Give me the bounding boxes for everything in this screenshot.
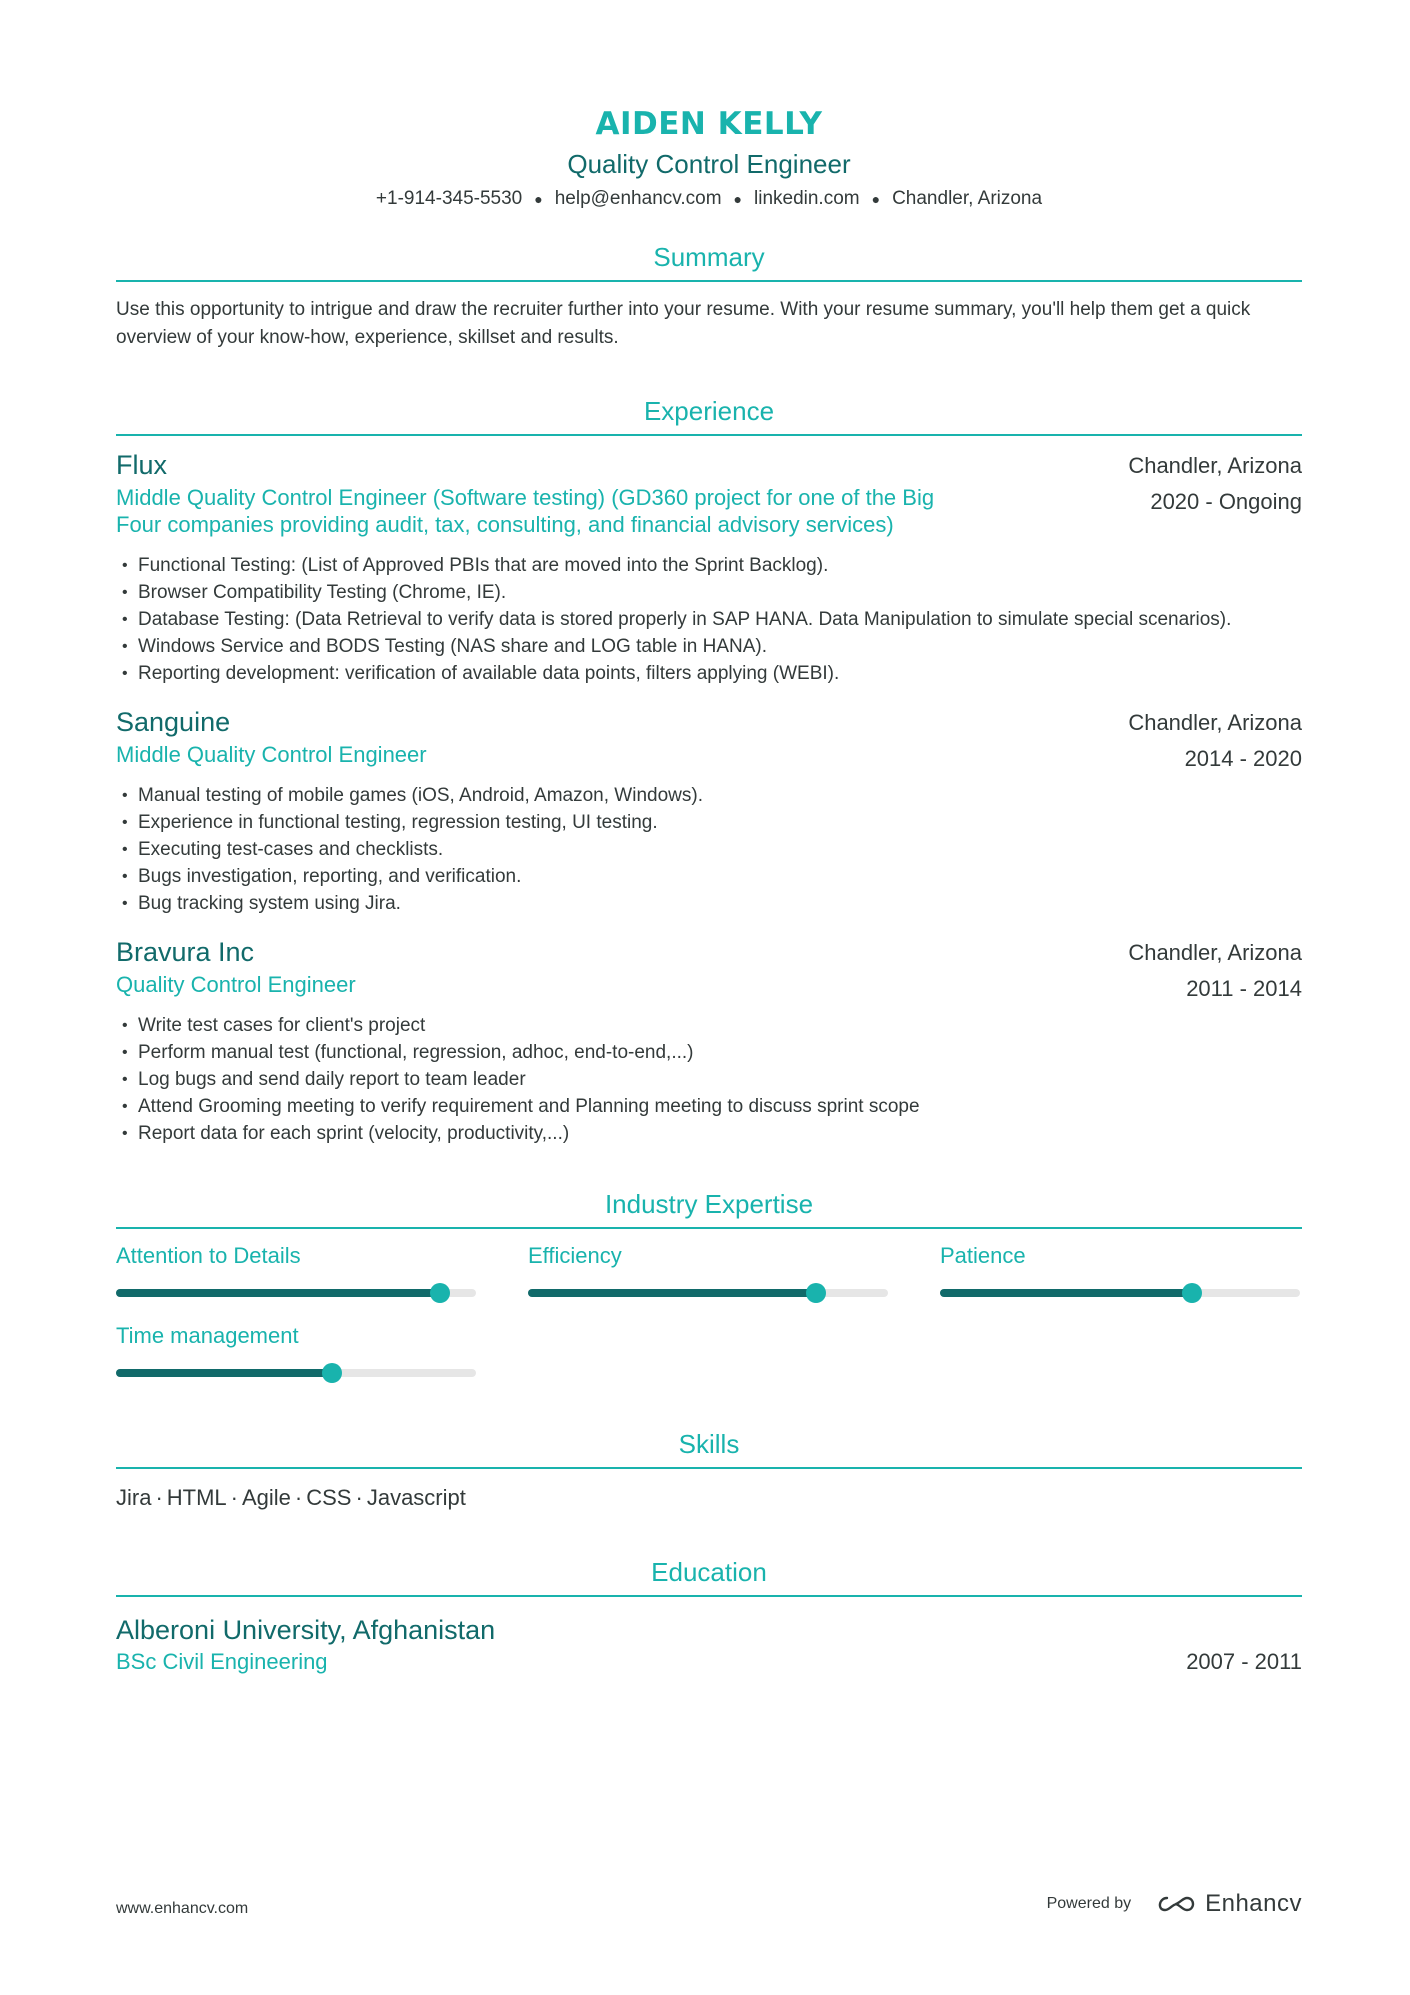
expertise-item	[116, 1241, 476, 1297]
expertise-bar	[940, 1289, 1300, 1297]
skills-section	[116, 1427, 1302, 1513]
expertise-bar-fill	[528, 1289, 816, 1297]
job-entry	[116, 935, 1302, 1147]
education-entry	[116, 1613, 1302, 1677]
bullet-separator: ●	[871, 191, 881, 207]
candidate-title: Quality Control Engineer	[567, 149, 851, 179]
job-location: Chandler, Arizona	[1128, 453, 1302, 479]
summary-section	[116, 240, 1302, 352]
dot-separator: ·	[155, 1485, 163, 1511]
job-bullet: • Browser Compatibility Testing (Chrome, IE).	[116, 579, 1302, 606]
job-bullet: • Write test cases for client's project	[116, 1012, 1302, 1039]
expertise-bar-knob	[806, 1283, 826, 1303]
job-bullet: • Database Testing: (Data Retrieval to verify data is stored properly in SAP HANA. Data Manipulation to simulate special scenarios).	[116, 606, 1302, 633]
section-title-expertise: Industry Expertise	[116, 1187, 1302, 1229]
location-text: Chandler, Arizona	[892, 188, 1043, 210]
education-degree: BSc Civil Engineering	[116, 1649, 328, 1675]
job-bullet: • Bug tracking system using Jira.	[116, 890, 1302, 917]
page-footer	[116, 1890, 1302, 1926]
job-bullet: • Functional Testing: (List of Approved PBIs that are moved into the Sprint Backlog).	[116, 552, 1302, 579]
dot-separator: ·	[230, 1485, 238, 1511]
job-bullet: • Perform manual test (functional, regression, adhoc, end-to-end,...)	[116, 1039, 1302, 1066]
skills-list	[116, 1483, 1302, 1513]
linkedin-link[interactable]: linkedin.com	[754, 188, 860, 210]
expertise-bar-fill	[116, 1369, 332, 1377]
job-location: Chandler, Arizona	[1128, 940, 1302, 966]
job-dates: 2020 - Ongoing	[1150, 489, 1302, 515]
job-role: Middle Quality Control Engineer	[116, 742, 427, 768]
phone-number: +1-914-345-5530	[375, 188, 523, 210]
job-bullet: • Report data for each sprint (velocity, productivity,...)	[116, 1120, 1302, 1147]
expertise-bar-knob	[322, 1363, 342, 1383]
expertise-grid	[116, 1241, 1302, 1401]
expertise-bar-fill	[940, 1289, 1192, 1297]
job-company: Flux	[116, 450, 168, 481]
job-bullet: • Manual testing of mobile games (iOS, Android, Amazon, Windows).	[116, 782, 1302, 809]
email-link[interactable]: help@enhancv.com	[554, 188, 722, 210]
job-location: Chandler, Arizona	[1128, 710, 1302, 736]
job-bullet: • Attend Grooming meeting to verify requirement and Planning meeting to discuss sprint scope	[116, 1093, 1302, 1120]
expertise-label: Efficiency	[528, 1243, 622, 1269]
expertise-bar-knob	[430, 1283, 450, 1303]
skill-tag: Javascript	[366, 1485, 466, 1511]
job-dates: 2011 - 2014	[1186, 976, 1302, 1002]
expertise-label: Time management	[116, 1323, 299, 1349]
expertise-bar-fill	[116, 1289, 440, 1297]
section-title-experience: Experience	[116, 394, 1302, 436]
education-dates: 2007 - 2011	[1186, 1649, 1302, 1675]
footer-website-link[interactable]: www.enhancv.com	[116, 1900, 249, 1917]
expertise-bar	[116, 1369, 476, 1377]
skill-tag: HTML	[166, 1485, 227, 1511]
skill-tag: Jira	[116, 1485, 152, 1511]
expertise-bar	[116, 1289, 476, 1297]
dot-separator: ·	[294, 1485, 303, 1511]
section-title-skills: Skills	[116, 1427, 1302, 1469]
resume-page	[116, 0, 1302, 1677]
job-bullets	[116, 1012, 1302, 1147]
dot-separator: ·	[355, 1485, 363, 1511]
job-company: Sanguine	[116, 707, 231, 738]
job-role: Quality Control Engineer	[116, 972, 356, 998]
job-bullet: • Reporting development: verification of available data points, filters applying (WEBI).	[116, 660, 1302, 687]
job-meta	[1128, 705, 1302, 777]
bullet-separator: ●	[733, 191, 742, 207]
job-bullet: • Executing test-cases and checklists.	[116, 836, 1302, 863]
job-bullets	[116, 782, 1302, 917]
job-meta	[1128, 448, 1302, 520]
bullet-separator: ●	[534, 191, 543, 207]
expertise-section	[116, 1187, 1302, 1401]
summary-text: Use this opportunity to intrigue and draw the recruiter further into your resume. With your resume summary, you'll help them get a quick overview of your know-how, experience, skillset and results.	[116, 299, 1251, 349]
expertise-item	[116, 1321, 476, 1377]
experience-section	[116, 394, 1302, 1147]
expertise-bar-knob	[1182, 1283, 1202, 1303]
powered-by-text: Powered by	[1046, 1895, 1132, 1912]
education-school: Alberoni University, Afghanistan	[116, 1615, 496, 1646]
expertise-label: Patience	[940, 1243, 1026, 1269]
job-company: Bravura Inc	[116, 937, 255, 968]
job-bullet: • Windows Service and BODS Testing (NAS share and LOG table in HANA).	[116, 633, 1302, 660]
job-role: Middle Quality Control Engineer (Software testing) (GD360 project for one of the Big Four companies providing audit, tax, consulting, and financial advisory services)	[116, 485, 935, 538]
education-section	[116, 1555, 1302, 1677]
job-entry	[116, 448, 1302, 687]
footer-branding	[1047, 1890, 1302, 1918]
expertise-bar	[528, 1289, 888, 1297]
expertise-item	[528, 1241, 888, 1297]
skill-tag: CSS	[306, 1485, 352, 1511]
contact-line	[116, 186, 1302, 212]
resume-header	[116, 0, 1302, 212]
job-dates: 2014 - 2020	[1184, 746, 1302, 772]
skill-tag: Agile	[242, 1485, 291, 1511]
enhancv-logo-icon	[1153, 1892, 1199, 1916]
section-title-summary: Summary	[116, 240, 1302, 282]
job-meta	[1128, 935, 1302, 1007]
expertise-label: Attention to Details	[116, 1243, 301, 1269]
expertise-item	[940, 1241, 1300, 1297]
job-bullet: • Experience in functional testing, regression testing, UI testing.	[116, 809, 1302, 836]
enhancv-brand-name: Enhancv	[1205, 1890, 1302, 1917]
job-bullet: • Bugs investigation, reporting, and verification.	[116, 863, 1302, 890]
job-bullet: • Log bugs and send daily report to team leader	[116, 1066, 1302, 1093]
job-entry	[116, 705, 1302, 917]
section-title-education: Education	[116, 1555, 1302, 1597]
job-bullets	[116, 552, 1302, 687]
candidate-name: AIDEN KELLY	[595, 106, 823, 142]
